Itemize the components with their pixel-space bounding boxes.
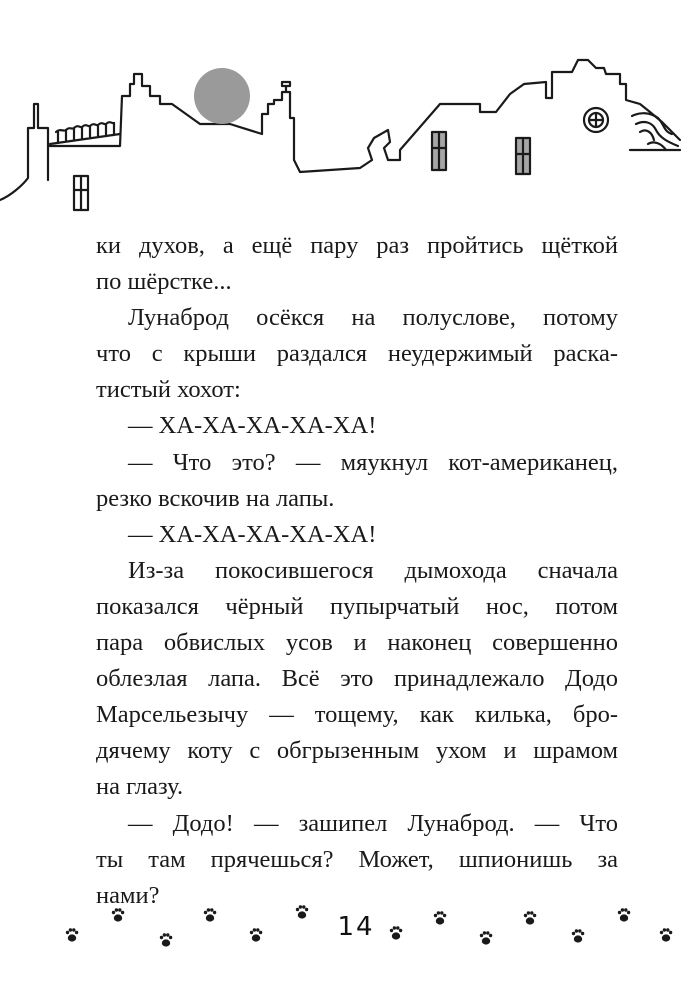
text-line: — ХА-ХА-ХА-ХА-ХА! (128, 520, 377, 548)
text-line: пара обвислых усов и наконец совершенно (96, 629, 618, 657)
text-line: показался чёрный пупырчатый нос, потом (96, 592, 618, 620)
text-line: Лунаброд осёкся на полуслове, потому (128, 304, 618, 332)
paw-print-icon (434, 911, 447, 924)
paw-print-icon (250, 928, 262, 941)
text-line: — Что это? — мяукнул кот-американец, (128, 448, 618, 476)
text-line: резко вскочив на лапы. (96, 484, 335, 512)
paw-print-icon (390, 926, 403, 939)
paw-print-icon (480, 931, 493, 944)
paw-print-icon (66, 928, 79, 941)
text-line: — ХА-ХА-ХА-ХА-ХА! (128, 412, 377, 440)
paw-print-icon (160, 933, 173, 946)
text-line: что с крыши раздался неудержимый раска- (96, 340, 618, 368)
page-number: 14 (337, 912, 375, 942)
text-line: Из-за покосившегося дымохода сначала (128, 556, 618, 584)
roofline (0, 60, 680, 200)
text-line: ты там прячешься? Может, шпионишь за (96, 845, 618, 873)
text-line: Марсельезычу — тощему, как килька, бро- (96, 701, 618, 729)
rooftop-skyline-illustration (0, 0, 681, 240)
paw-print-icon (112, 908, 125, 921)
paw-print-icon (524, 911, 537, 924)
paw-print-icon (660, 928, 673, 941)
paw-print-icon (618, 908, 631, 921)
text-line: ки духов, а ещё пару раз пройтись щёткой (96, 232, 618, 259)
text-line: облезлая лапа. Всё это принадлежало Додо (96, 665, 618, 693)
text-line: дячему коту с обгрызенным ухом и шрамом (96, 737, 618, 765)
paw-print-icon (204, 908, 217, 921)
text-line: на глазу. (96, 773, 184, 801)
text-line: тистый хохот: (96, 376, 241, 404)
text-line: — Додо! — зашипел Лунаброд. — Что (128, 809, 618, 837)
paw-print-icon (572, 929, 585, 942)
text-line: по шёрстке... (96, 268, 232, 296)
page-text (96, 228, 618, 914)
text-line: нами? (96, 881, 160, 909)
paw-print-icon (296, 905, 309, 918)
moon-illustration (194, 68, 250, 124)
